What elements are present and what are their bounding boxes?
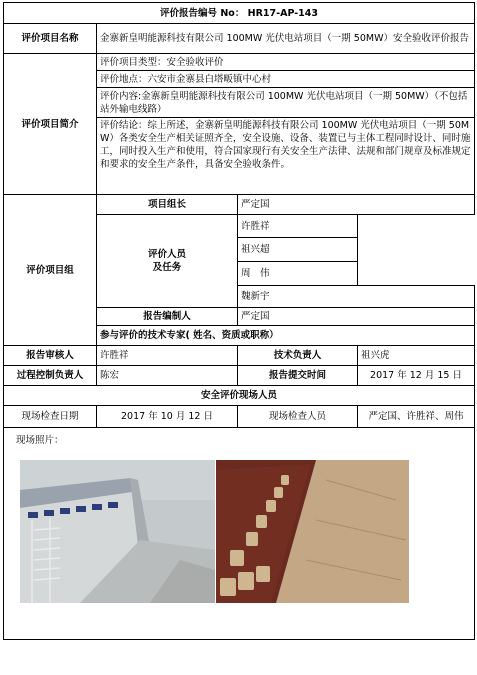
evaluation-report-form bbox=[3, 2, 474, 672]
process-control-name: 陈宏 bbox=[97, 366, 238, 386]
tech-lead-name: 祖兴虎 bbox=[358, 346, 475, 366]
site-photo-sign bbox=[216, 460, 409, 603]
building-photo-graphic bbox=[20, 460, 215, 603]
member-name: 许胜祥 bbox=[238, 215, 358, 238]
project-conclusion: 评价结论：综上所述，金寨新皇明能源科技有限公司 100MW 光伏电站项目（一期 50MW）各类安全生产相关证照齐全，安全设施、设备、装置已与主体工程同时设计、同时施工，同时投入生产和使用，符合国家现行有关安全生产法律、法规和部门规章及标准规定和要求的安全生产条件，具备安全验收条件。 bbox=[97, 118, 475, 195]
team-label: 评价项目组 bbox=[4, 195, 97, 346]
experts-label: 参与评价的技术专家( 姓名、资质或职称） bbox=[97, 326, 475, 346]
project-name-value: 金寨新皇明能源科技有限公司 100MW 光伏电站项目（一期 50MW）安全验收评价报告 bbox=[97, 24, 475, 54]
members-label: 评价人员 及任务 bbox=[97, 215, 238, 308]
onsite-section-title: 安全评价现场人员 bbox=[4, 386, 475, 406]
member-name: 祖兴超 bbox=[238, 238, 358, 262]
tech-lead-label: 技术负责人 bbox=[238, 346, 358, 366]
photos-label: 现场照片： bbox=[16, 435, 64, 446]
leader-name: 严定国 bbox=[238, 195, 475, 215]
member-name: 魏新宇 bbox=[238, 286, 475, 308]
project-type: 评价项目类型：安全验收评价 bbox=[97, 54, 475, 71]
onsite-people-value: 严定国、许胜祥、周伟 bbox=[358, 406, 475, 428]
project-content: 评价内容:金寨新皇明能源科技有限公司 100MW 光伏电站项目（一期 50MW）（不包括站外输电线路） bbox=[97, 88, 475, 118]
onsite-people-label: 现场检查人员 bbox=[238, 406, 358, 428]
onsite-date-value: 2017 年 10 月 12 日 bbox=[97, 406, 238, 428]
project-intro-label: 评价项目简介 bbox=[4, 54, 97, 195]
project-name-label: 评价项目名称 bbox=[4, 24, 97, 54]
sign-photo-graphic bbox=[216, 460, 409, 603]
reviewer-label: 报告审核人 bbox=[4, 346, 97, 366]
compiler-name: 严定国 bbox=[238, 308, 475, 326]
submit-date-label: 报告提交时间 bbox=[238, 366, 358, 386]
onsite-date-label: 现场检查日期 bbox=[4, 406, 97, 428]
report-number-row bbox=[4, 3, 475, 24]
report-number-value: HR17-AP-143 bbox=[247, 7, 319, 19]
report-number-label: 评价报告编号 No： bbox=[160, 7, 245, 19]
submit-date-value: 2017 年 12 月 15 日 bbox=[358, 366, 475, 386]
leader-label: 项目组长 bbox=[97, 195, 238, 215]
site-photo-building bbox=[20, 460, 215, 603]
member-name: 周 伟 bbox=[238, 262, 358, 286]
reviewer-name: 许胜祥 bbox=[97, 346, 238, 366]
photos-cell bbox=[4, 428, 475, 640]
project-location: 评价地点：六安市金寨县白塔畈镇中心村 bbox=[97, 71, 475, 88]
process-control-label: 过程控制负责人 bbox=[4, 366, 97, 386]
report-table bbox=[3, 2, 475, 640]
compiler-label: 报告编制人 bbox=[97, 308, 238, 326]
